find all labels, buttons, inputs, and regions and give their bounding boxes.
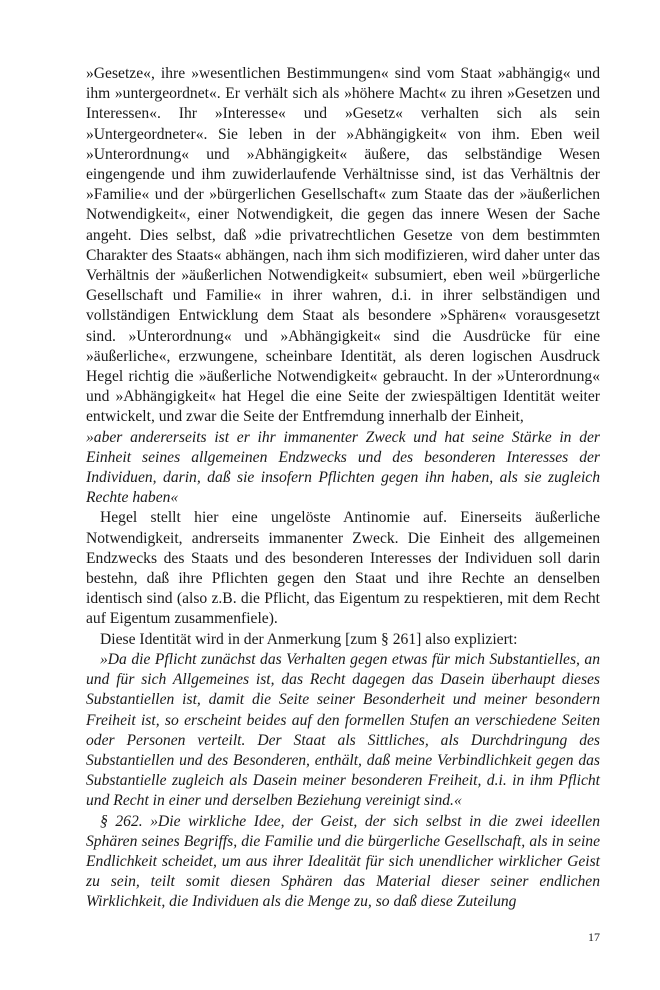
paragraph-3: Diese Identität wird in der Anmerkung [zum § 261] also expliziert: — [100, 630, 518, 648]
quote-2: »Da die Pflicht zunächst das Verhalten gegen etwas für mich Substantielles, an und für sich Allgemeines ist, das Recht dagegen das Dasein überhaupt dieses Substantiellen ist, damit die Seite seiner Besonderheit und meiner besondern Freiheit ist, so erscheint beides auf den formellen Stufen an verschiedene Seiten oder Personen verteilt. Der Staat als Sittliches, als Durchdringung des Substantiellen und des Besonderen, enthält, daß meine Verbindlichkeit gegen das Substantielle zugleich als Dasein meiner besonderen Freiheit, d.i. in ihm Pflicht und Recht in einer und derselben Beziehung vereinigt sind.« — [86, 650, 600, 810]
paragraph-2: Hegel stellt hier eine ungelöste Antinomie auf. Einerseits äußerliche Notwendigkeit, andrerseits immanenter Zweck. Die Einheit des allgemeinen Endzwecks des Staats und des besonderen Interesses der Individuen soll darin bestehn, daß ihre Pflichten gegen den Staat und ihre Rechte an denselben identisch sind (also z.B. die Pflicht, das Eigentum zu respektieren, mit dem Recht auf Eigentum zusammenfiele). — [86, 509, 600, 628]
page-number: 17 — [588, 930, 600, 944]
text-column — [86, 64, 600, 913]
quote-1: »aber andererseits ist er ihr immanenter Zweck und hat seine Stärke in der Einheit seines allgemeinen Endzwecks und des besonderen Interesses der Individuen, darin, daß sie insofern Pflichten gegen ihn haben, als sie zugleich Rechte haben« — [86, 428, 600, 507]
paragraph-1: »Gesetze«, ihre »wesentlichen Bestimmungen« sind vom Staat »abhängig« und ihm »untergeordnet«. Er verhält sich als »höhere Macht« zu ihren »Gesetzen und Interessen«. Ihr »Interesse« und »Gesetz« verhalten sich als sein »Untergeordneter«. Sie leben in der »Abhängigkeit« von ihm. Eben weil »Unterordnung« und »Abhängigkeit« äußere, das selbständige Wesen eingengende und ihm zuwiderlaufende Verhältnisse sind, ist das Verhältnis der »Familie« und der »bürgerlichen Gesellschaft« zum Staate das der »äußerlichen Notwendigkeit«, einer Notwendigkeit, die gegen das innere Wesen der Sache angeht. Dies selbst, daß »die privatrechtlichen Gesetze von dem bestimmten Charakter des Staats« abhängen, nach ihm sich modifizieren, wird daher unter das Verhältnis der »äußerlichen Notwendigkeit« subsumiert, eben weil »bürgerliche Gesellschaft und Familie« in ihrer wahren, d.i. in ihrer selbständigen und vollständigen Entwicklung dem Staat als besondere »Sphären« vorausgesetzt sind. »Unterordnung« und »Abhängigkeit« sind die Ausdrücke für eine »äußerliche«, erzwungene, scheinbare Identität, als deren logischen Ausdruck Hegel richtig die »äußerliche Notwendigkeit« gebraucht. In der »Unterordnung« und »Abhängigkeit« hat Hegel die eine Seite der zwiespältigen Identität weiter entwickelt, und zwar die Seite der Entfremdung innerhalb der Einheit, — [86, 65, 600, 426]
quote-3: § 262. »Die wirkliche Idee, der Geist, der sich selbst in die zwei ideellen Sphären seines Begriffs, die Familie und die bürgerliche Gesellschaft, als in seine Endlichkeit scheidet, um aus ihrer Idealität für sich unendlicher wirklicher Geist zu sein, teilt somit diesen Sphären das Material dieser seiner endlichen Wirklichkeit, die Individuen als die Menge zu, so daß diese Zuteilung — [86, 812, 600, 911]
